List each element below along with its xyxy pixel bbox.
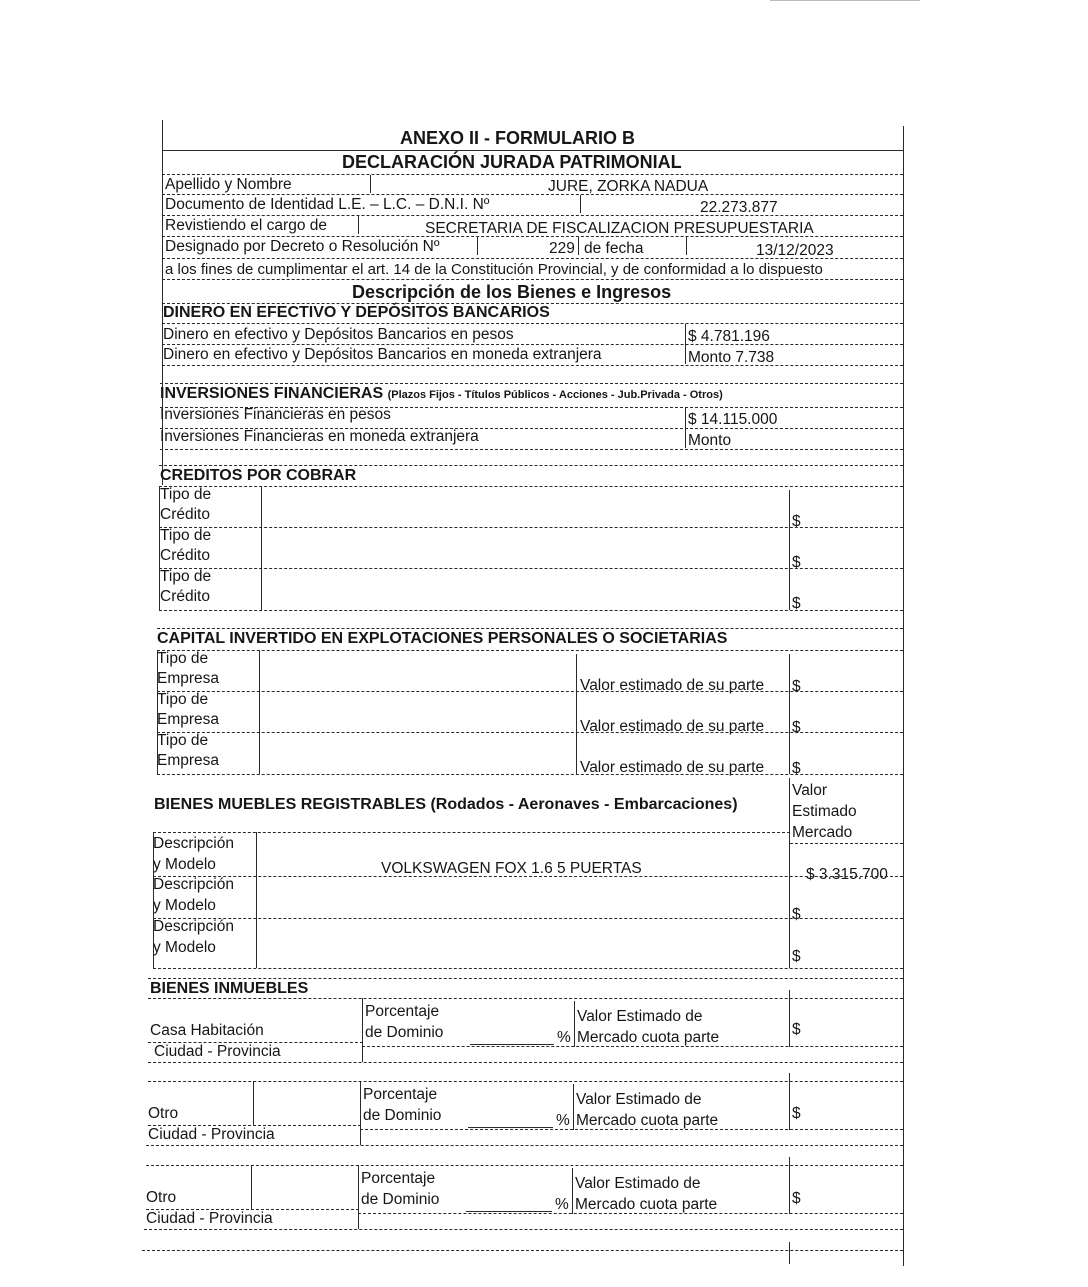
capital-row-2-valor-label: Valor estimado de su parte xyxy=(580,718,765,735)
inmueble-row-2-valor-label: Mercado cuota parte xyxy=(576,1112,719,1129)
credito-row-3-label: Crédito xyxy=(160,588,210,605)
mueble-row-3-label: Descripción xyxy=(153,918,234,935)
divider xyxy=(153,918,903,919)
inmueble-row-1-porcentaje-label: de Dominio xyxy=(365,1024,444,1041)
cell-border xyxy=(253,1081,254,1125)
divider xyxy=(153,968,903,969)
inmueble-row-3-type: Otro xyxy=(146,1189,177,1206)
inmueble-row-3-porcentaje-label: Porcentaje xyxy=(361,1170,436,1187)
frame-right-border xyxy=(903,126,904,1266)
capital-row-1-label: Tipo de xyxy=(157,650,209,667)
form-title: ANEXO II - FORMULARIO B xyxy=(400,128,635,148)
divider xyxy=(162,279,903,280)
divider xyxy=(159,486,903,487)
cell-border xyxy=(578,237,579,255)
decreto-value: 229 xyxy=(549,240,575,257)
divider xyxy=(153,876,903,877)
credito-row-2-label: Crédito xyxy=(160,547,210,564)
form-subtitle: DECLARACIÓN JURADA PATRIMONIAL xyxy=(342,152,682,172)
divider xyxy=(358,1213,903,1214)
capital-row-1-label: Empresa xyxy=(157,670,220,687)
dinero-pesos-value: $ 4.781.196 xyxy=(688,328,770,345)
inmueble-row-1-currency: $ xyxy=(792,1021,801,1038)
capital-row-3-label: Tipo de xyxy=(157,732,209,749)
capital-row-1-valor-label: Valor estimado de su parte xyxy=(580,677,765,694)
mueble-row-1-label: y Modelo xyxy=(153,856,216,873)
divider xyxy=(162,344,903,345)
cell-border xyxy=(686,237,687,255)
mueble-row-1-description: VOLKSWAGEN FOX 1.6 5 PUERTAS xyxy=(381,860,642,877)
capital-row-2-currency: $ xyxy=(792,719,801,736)
muebles-valor-header: Mercado xyxy=(792,824,853,841)
divider xyxy=(153,832,790,833)
inmueble-row-3-currency: $ xyxy=(792,1190,801,1207)
divider xyxy=(162,215,903,216)
description-title: Descripción de los Bienes e Ingresos xyxy=(352,282,672,302)
divider xyxy=(790,843,903,844)
inmueble-row-2-percent: % xyxy=(556,1112,570,1129)
cargo-label: Revistiendo el cargo de xyxy=(165,217,327,234)
cell-border xyxy=(789,990,790,1047)
capital-row-3-valor-label: Valor estimado de su parte xyxy=(580,759,765,776)
divider xyxy=(157,628,903,629)
divider xyxy=(160,383,903,384)
cell-border xyxy=(360,1081,361,1145)
credito-row-1-label: Crédito xyxy=(160,506,210,523)
divider xyxy=(146,1145,903,1146)
capital-row-1-currency: $ xyxy=(792,678,801,695)
mueble-row-3-value: $ xyxy=(792,948,801,965)
dinero-extranjera-value: Monto 7.738 xyxy=(688,349,775,366)
divider xyxy=(157,732,903,733)
cell-border xyxy=(362,998,363,1062)
cell-border xyxy=(580,195,581,213)
divider xyxy=(160,449,903,450)
dinero-extranjera-label: Dinero en efectivo y Depósitos Bancarios en moneda extranjera xyxy=(163,346,602,363)
divider xyxy=(157,650,903,651)
divider xyxy=(159,527,903,528)
inmueble-row-2-valor-label: Valor Estimado de xyxy=(576,1091,702,1108)
credito-row-3-label: Tipo de xyxy=(160,568,212,585)
muebles-valor-header: Estimado xyxy=(792,803,857,820)
cell-border xyxy=(370,175,371,193)
inmueble-row-1-ciudad: Ciudad - Provincia xyxy=(154,1043,281,1060)
inmueble-row-3-porcentaje-label: de Dominio xyxy=(361,1191,440,1208)
muebles-valor-header: Valor xyxy=(792,782,828,799)
inmueble-row-2-type: Otro xyxy=(148,1105,179,1122)
inmueble-row-1-percentage-blank xyxy=(470,1044,554,1045)
inmueble-row-2-percentage-blank xyxy=(468,1127,553,1128)
cell-border xyxy=(789,778,790,968)
creditos-section-title: CREDITOS POR COBRAR xyxy=(160,467,357,484)
capital-row-3-currency: $ xyxy=(792,760,801,777)
divider xyxy=(162,258,903,259)
mueble-row-1-value: $ 3.315.700 xyxy=(806,866,888,883)
cell-border xyxy=(358,1165,359,1229)
cell-border xyxy=(251,1165,252,1209)
cell-border xyxy=(573,1084,574,1130)
fecha-value: 13/12/2023 xyxy=(756,242,834,259)
cell-border xyxy=(256,832,257,968)
document-label: Documento de Identidad L.E. – L.C. – D.N.I. Nº xyxy=(165,196,490,213)
mueble-row-2-value: $ xyxy=(792,906,801,923)
scan-edge-line xyxy=(770,0,920,1)
divider xyxy=(162,323,903,324)
capital-row-2-label: Empresa xyxy=(157,711,220,728)
inmueble-row-1-valor-label: Valor Estimado de xyxy=(577,1008,703,1025)
divider xyxy=(148,1062,903,1063)
mueble-row-1-label: Descripción xyxy=(153,835,234,852)
cell-border xyxy=(574,1001,575,1047)
inmueble-row-2-ciudad: Ciudad - Provincia xyxy=(148,1126,275,1143)
fecha-label: de fecha xyxy=(584,240,644,257)
cell-border xyxy=(789,1073,790,1130)
capital-row-3-label: Empresa xyxy=(157,752,220,769)
divider xyxy=(148,978,903,979)
cell-border xyxy=(789,1242,790,1264)
inmueble-row-2-currency: $ xyxy=(792,1105,801,1122)
muebles-section-title: BIENES MUEBLES REGISTRABLES (Rodados - Aeronaves - Embarcaciones) xyxy=(154,796,738,813)
inmueble-row-2-porcentaje-label: Porcentaje xyxy=(363,1086,438,1103)
inmueble-row-1-valor-label: Mercado cuota parte xyxy=(577,1029,720,1046)
cell-border xyxy=(572,1168,573,1214)
capital-section-title: CAPITAL INVERTIDO EN EXPLOTACIONES PERSONALES O SOCIETARIAS xyxy=(157,630,728,647)
name-label: Apellido y Nombre xyxy=(165,176,292,193)
divider xyxy=(162,150,903,151)
name-value: JURE, ZORKA NADUA xyxy=(548,178,709,195)
cell-border xyxy=(261,486,262,610)
cargo-value: SECRETARIA DE FISCALIZACION PRESUPUESTARIA xyxy=(425,220,814,237)
constitution-text: a los fines de cumplimentar el art. 14 de la Constitución Provincial, y de conformidad a lo dispuesto xyxy=(165,261,823,278)
mueble-row-2-label: y Modelo xyxy=(153,897,216,914)
inversiones-extranjera-value: Monto xyxy=(688,432,732,449)
inversiones-extranjera-label: Inversiones Financieras en moneda extranjera xyxy=(160,428,479,445)
dinero-section-title: DINERO EN EFECTIVO Y DEPÓSITOS BANCARIOS xyxy=(163,304,550,321)
inmueble-row-3-percent: % xyxy=(555,1196,569,1213)
divider xyxy=(362,1046,903,1047)
credito-row-2-label: Tipo de xyxy=(160,527,212,544)
divider xyxy=(144,1229,903,1230)
credito-row-3-currency: $ xyxy=(792,595,801,612)
cell-border xyxy=(477,237,478,255)
divider xyxy=(162,365,903,366)
inversiones-subtitle: (Plazos Fijos - Títulos Públicos - Acciones - Jub.Privada - Otros) xyxy=(387,389,723,401)
cell-border xyxy=(576,654,577,774)
credito-row-1-currency: $ xyxy=(792,513,801,530)
document-value: 22.273.877 xyxy=(700,199,778,216)
inmuebles-section-title: BIENES INMUEBLES xyxy=(150,980,309,997)
cell-border xyxy=(259,650,260,774)
credito-row-1-label: Tipo de xyxy=(160,486,212,503)
inmueble-row-2-porcentaje-label: de Dominio xyxy=(363,1107,442,1124)
cell-border xyxy=(789,490,790,610)
inmueble-row-3-percentage-blank xyxy=(466,1211,552,1212)
divider xyxy=(142,1250,903,1251)
inversiones-section-title xyxy=(160,385,723,404)
inmueble-row-3-ciudad: Ciudad - Provincia xyxy=(146,1210,273,1227)
divider xyxy=(159,568,903,569)
cell-border xyxy=(789,1157,790,1214)
decreto-label: Designado por Decreto o Resolución Nº xyxy=(165,238,440,255)
divider xyxy=(162,236,903,237)
divider xyxy=(360,1129,903,1130)
divider xyxy=(159,465,903,466)
credito-row-2-currency: $ xyxy=(792,554,801,571)
mueble-row-3-label: y Modelo xyxy=(153,939,216,956)
inmueble-row-1-porcentaje-label: Porcentaje xyxy=(365,1003,440,1020)
divider xyxy=(157,691,903,692)
inmueble-row-3-valor-label: Mercado cuota parte xyxy=(575,1196,718,1213)
inmueble-row-3-valor-label: Valor Estimado de xyxy=(575,1175,701,1192)
divider xyxy=(157,774,903,775)
inversiones-title: INVERSIONES FINANCIERAS xyxy=(160,385,384,402)
cell-border xyxy=(789,654,790,774)
mueble-row-2-label: Descripción xyxy=(153,876,234,893)
inversiones-pesos-label: Inversiones Financieras en pesos xyxy=(160,406,391,423)
inmueble-row-1-type: Casa Habitación xyxy=(150,1022,264,1039)
divider xyxy=(159,610,903,611)
inmueble-row-1-percent: % xyxy=(557,1029,571,1046)
divider xyxy=(162,174,903,175)
cell-border xyxy=(358,216,359,234)
dinero-pesos-label: Dinero en efectivo y Depósitos Bancarios en pesos xyxy=(163,326,514,343)
capital-row-2-label: Tipo de xyxy=(157,691,209,708)
divider xyxy=(162,194,903,195)
inversiones-pesos-value: $ 14.115.000 xyxy=(688,411,778,428)
